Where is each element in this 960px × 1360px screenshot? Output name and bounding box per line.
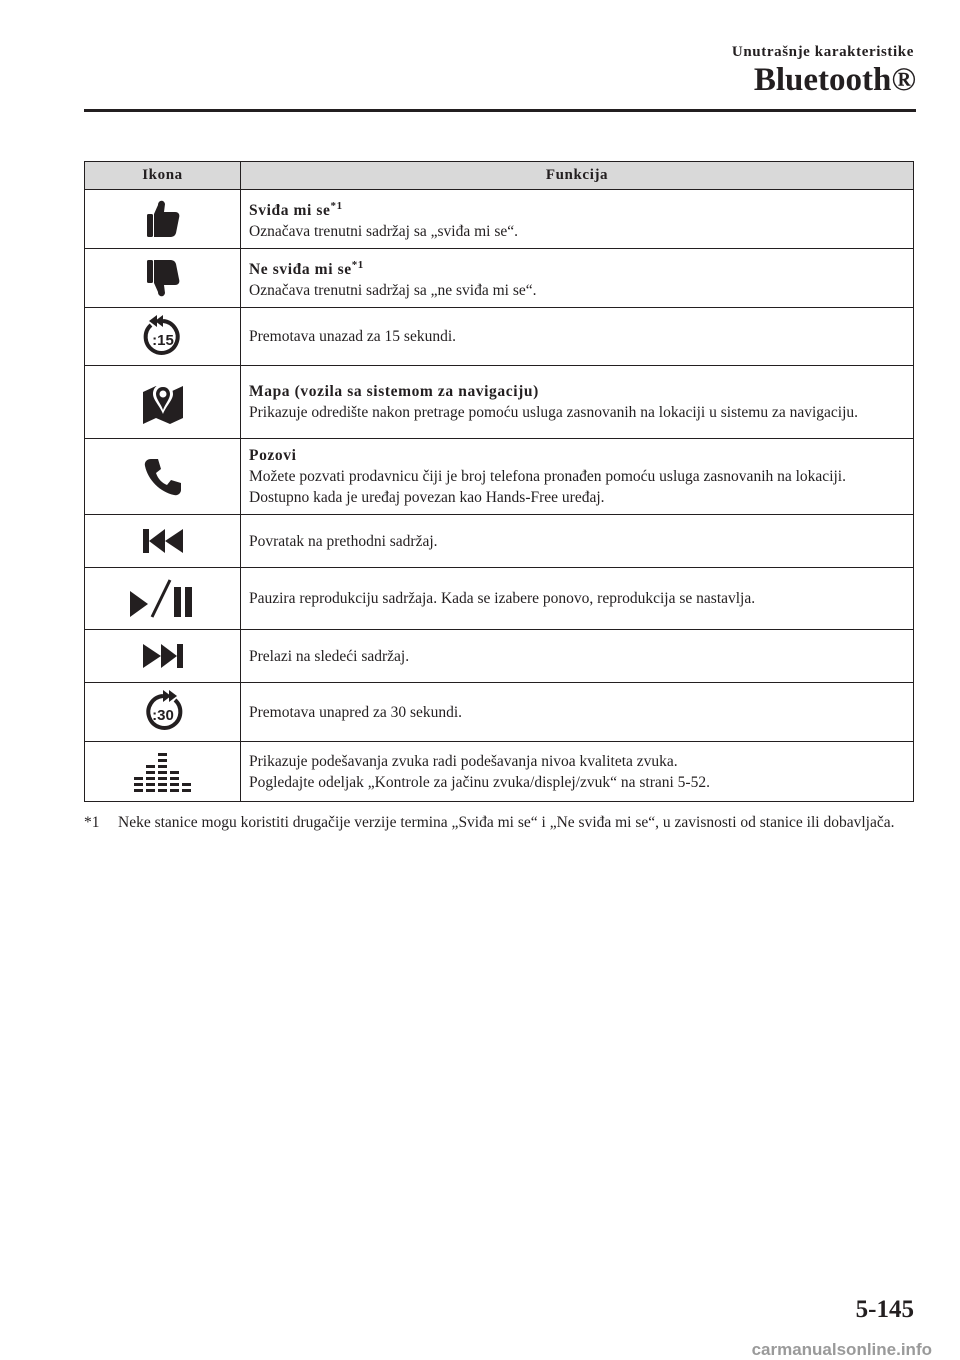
page-number: 5-145 bbox=[855, 1296, 914, 1323]
icon-cell bbox=[85, 190, 241, 249]
column-header-icon: Ikona bbox=[85, 162, 241, 190]
rewind-15-icon bbox=[141, 315, 185, 359]
forward-30-icon bbox=[141, 690, 185, 734]
footnote-text: Neke stanice mogu koristiti drugačije verzije termina „Sviđa mi se“ i „Ne sviđa mi se“, u zavisnosti od stanice ili dobavljača. bbox=[118, 814, 895, 831]
column-header-function: Funkcija bbox=[241, 162, 914, 190]
map-pin-icon bbox=[140, 380, 186, 424]
function-description: Prikazuje odredište nakon pretrage pomoću usluga zasnovanih na lokaciji u sistemu za navigaciju. bbox=[249, 404, 859, 422]
rewind-label: :15 bbox=[151, 331, 174, 349]
skip-previous-icon bbox=[141, 527, 185, 555]
watermark: carmanualsonline.info bbox=[751, 1340, 932, 1359]
icon-function-table bbox=[84, 161, 914, 802]
table-row bbox=[85, 630, 914, 683]
footnote-mark: *1 bbox=[84, 814, 100, 831]
function-description: Označava trenutni sadržaj sa „ne sviđa mi se“. bbox=[249, 282, 537, 300]
function-cell bbox=[241, 366, 914, 439]
function-description: Povratak na prethodni sadržaj. bbox=[249, 532, 438, 550]
function-title: Pozovi bbox=[249, 447, 297, 465]
phone-icon bbox=[143, 457, 183, 497]
footnote-ref: *1 bbox=[330, 200, 343, 212]
footnote bbox=[84, 812, 914, 833]
table-row bbox=[85, 683, 914, 742]
icon-cell bbox=[85, 308, 241, 366]
function-title: Mapa (vozila sa sistemom za navigaciju) bbox=[249, 383, 539, 401]
function-description: Premotava unazad za 15 sekundi. bbox=[249, 328, 457, 346]
function-description: Prelazi na sledeći sadržaj. bbox=[249, 647, 410, 665]
table-row bbox=[85, 308, 914, 366]
skip-next-icon bbox=[141, 642, 185, 670]
function-title: Sviđa mi se bbox=[249, 202, 331, 220]
function-cell bbox=[241, 439, 914, 515]
thumbs-down-icon bbox=[145, 258, 181, 298]
icon-cell bbox=[85, 568, 241, 630]
function-description: Prikazuje podešavanja zvuka radi podešavanja nivoa kvaliteta zvuka. bbox=[249, 752, 678, 770]
function-cell bbox=[241, 308, 914, 366]
table-row bbox=[85, 742, 914, 802]
function-cell bbox=[241, 630, 914, 683]
icon-cell bbox=[85, 630, 241, 683]
table-row bbox=[85, 249, 914, 308]
function-cell bbox=[241, 742, 914, 802]
function-description: Pauzira reprodukciju sadržaja. Kada se izabere ponovo, reprodukcija se nastavlja. bbox=[249, 590, 756, 608]
footnote-ref: *1 bbox=[351, 259, 364, 272]
function-description: Možete pozvati prodavnicu čiji je broj telefona pronađen pomoću usluga zasnovanih na lokaciji. Dostupno kada je uređaj povezan kao Hands-Free uređaj. bbox=[249, 468, 846, 507]
icon-cell bbox=[85, 515, 241, 568]
function-cell bbox=[241, 683, 914, 742]
table-row bbox=[85, 568, 914, 630]
page-title: Bluetooth® bbox=[753, 62, 916, 98]
table-row bbox=[85, 190, 914, 249]
function-description: Premotava unapred za 30 sekundi. bbox=[249, 703, 463, 721]
table-row bbox=[85, 366, 914, 439]
icon-cell bbox=[85, 249, 241, 308]
header-divider bbox=[84, 109, 916, 112]
function-cell bbox=[241, 515, 914, 568]
play-pause-icon bbox=[128, 577, 198, 621]
function-cell bbox=[241, 568, 914, 630]
function-cell bbox=[241, 249, 914, 308]
section-heading: Unutrašnje karakteristike bbox=[731, 44, 914, 60]
table-header-row bbox=[85, 162, 914, 190]
icon-cell bbox=[85, 742, 241, 802]
function-cell bbox=[241, 190, 914, 249]
equalizer-icon bbox=[132, 751, 194, 793]
icon-cell bbox=[85, 366, 241, 439]
function-description-reference: Pogledajte odeljak „Kontrole za jačinu zvuka/displej/zvuk“ na strani 5-52. bbox=[249, 773, 710, 791]
thumbs-up-icon bbox=[145, 199, 181, 239]
icon-cell bbox=[85, 439, 241, 515]
forward-label: :30 bbox=[151, 707, 174, 725]
table-row bbox=[85, 439, 914, 515]
function-title: Ne sviđa mi se bbox=[249, 261, 352, 279]
icon-cell bbox=[85, 683, 241, 742]
function-description: Označava trenutni sadržaj sa „sviđa mi se“. bbox=[249, 223, 518, 241]
table-row bbox=[85, 515, 914, 568]
